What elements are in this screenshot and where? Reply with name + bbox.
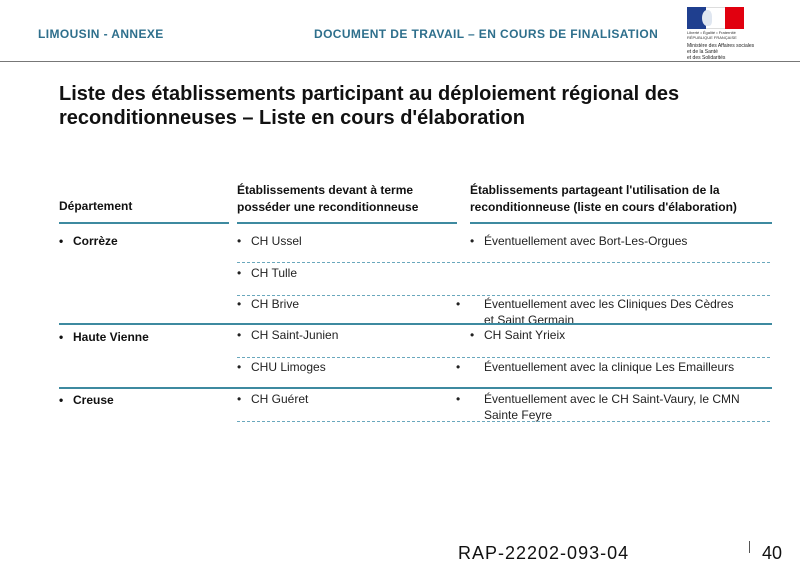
table-cell-partage: • Éventuellement avec Bort-Les-Orgues — [470, 234, 688, 248]
table-cell-partage: • Éventuellement avec les Cliniques Des Cèdres et Saint Germain — [456, 297, 734, 327]
table-cell-partage: • Éventuellement avec le CH Saint-Vaury, le CMN Sainte Feyre — [456, 392, 740, 422]
logo-motto: Liberté • Égalité • Fraternité RÉPUBLIQUE FRANÇAISE — [687, 30, 737, 40]
table-cell-etablissement: • CH Saint-Junien — [237, 328, 339, 342]
header-region-label: LIMOUSIN - ANNEXE — [38, 27, 164, 41]
table-cell-departement: • Creuse — [59, 393, 114, 407]
report-reference: RAP-22202-093-04 — [458, 543, 630, 563]
header-document-status: DOCUMENT DE TRAVAIL – EN COURS DE FINALISATION — [314, 27, 659, 41]
group-divider — [59, 387, 772, 389]
table-cell-departement: • Haute Vienne — [59, 330, 149, 344]
row-divider — [237, 262, 770, 263]
table-cell-etablissement: • CH Tulle — [237, 266, 298, 280]
row-divider — [237, 421, 770, 422]
table-cell-partage: • Éventuellement avec la clinique Les Emailleurs — [456, 360, 735, 374]
table-cell-etablissement: • CH Brive — [237, 297, 300, 311]
page-number: 40 — [762, 543, 783, 563]
table-cell-partage: • CH Saint Yrieix — [470, 328, 566, 342]
marianne-logo — [687, 7, 755, 61]
header-rule — [237, 222, 457, 224]
column-header-departement: Département — [59, 199, 133, 213]
table-cell-etablissement: • CH Guéret — [237, 392, 309, 406]
group-divider — [59, 323, 772, 325]
table-cell-departement: • Corrèze — [59, 234, 118, 248]
page-title: Liste des établissements participant au déploiement régional des reconditionneuses – Liste en cours d'élaboration — [59, 83, 680, 129]
header-divider — [0, 61, 800, 62]
column-header-partage: Établissements partageant l'utilisation de la reconditionneuse (liste en cours d'élaboration) — [470, 183, 737, 214]
row-divider — [237, 357, 770, 358]
french-flag-icon — [687, 7, 744, 29]
logo-ministry: Ministère des Affaires sociales et de la Santé et des Solidarités — [687, 43, 755, 61]
header-rule — [59, 222, 229, 224]
table-cell-etablissement: • CH Ussel — [237, 234, 302, 248]
footer-separator — [749, 541, 750, 553]
header-rule — [470, 222, 772, 224]
column-header-etablissements: Établissements devant à terme posséder une reconditionneuse — [237, 183, 419, 214]
table-cell-etablissement: • CHU Limoges — [237, 360, 326, 374]
